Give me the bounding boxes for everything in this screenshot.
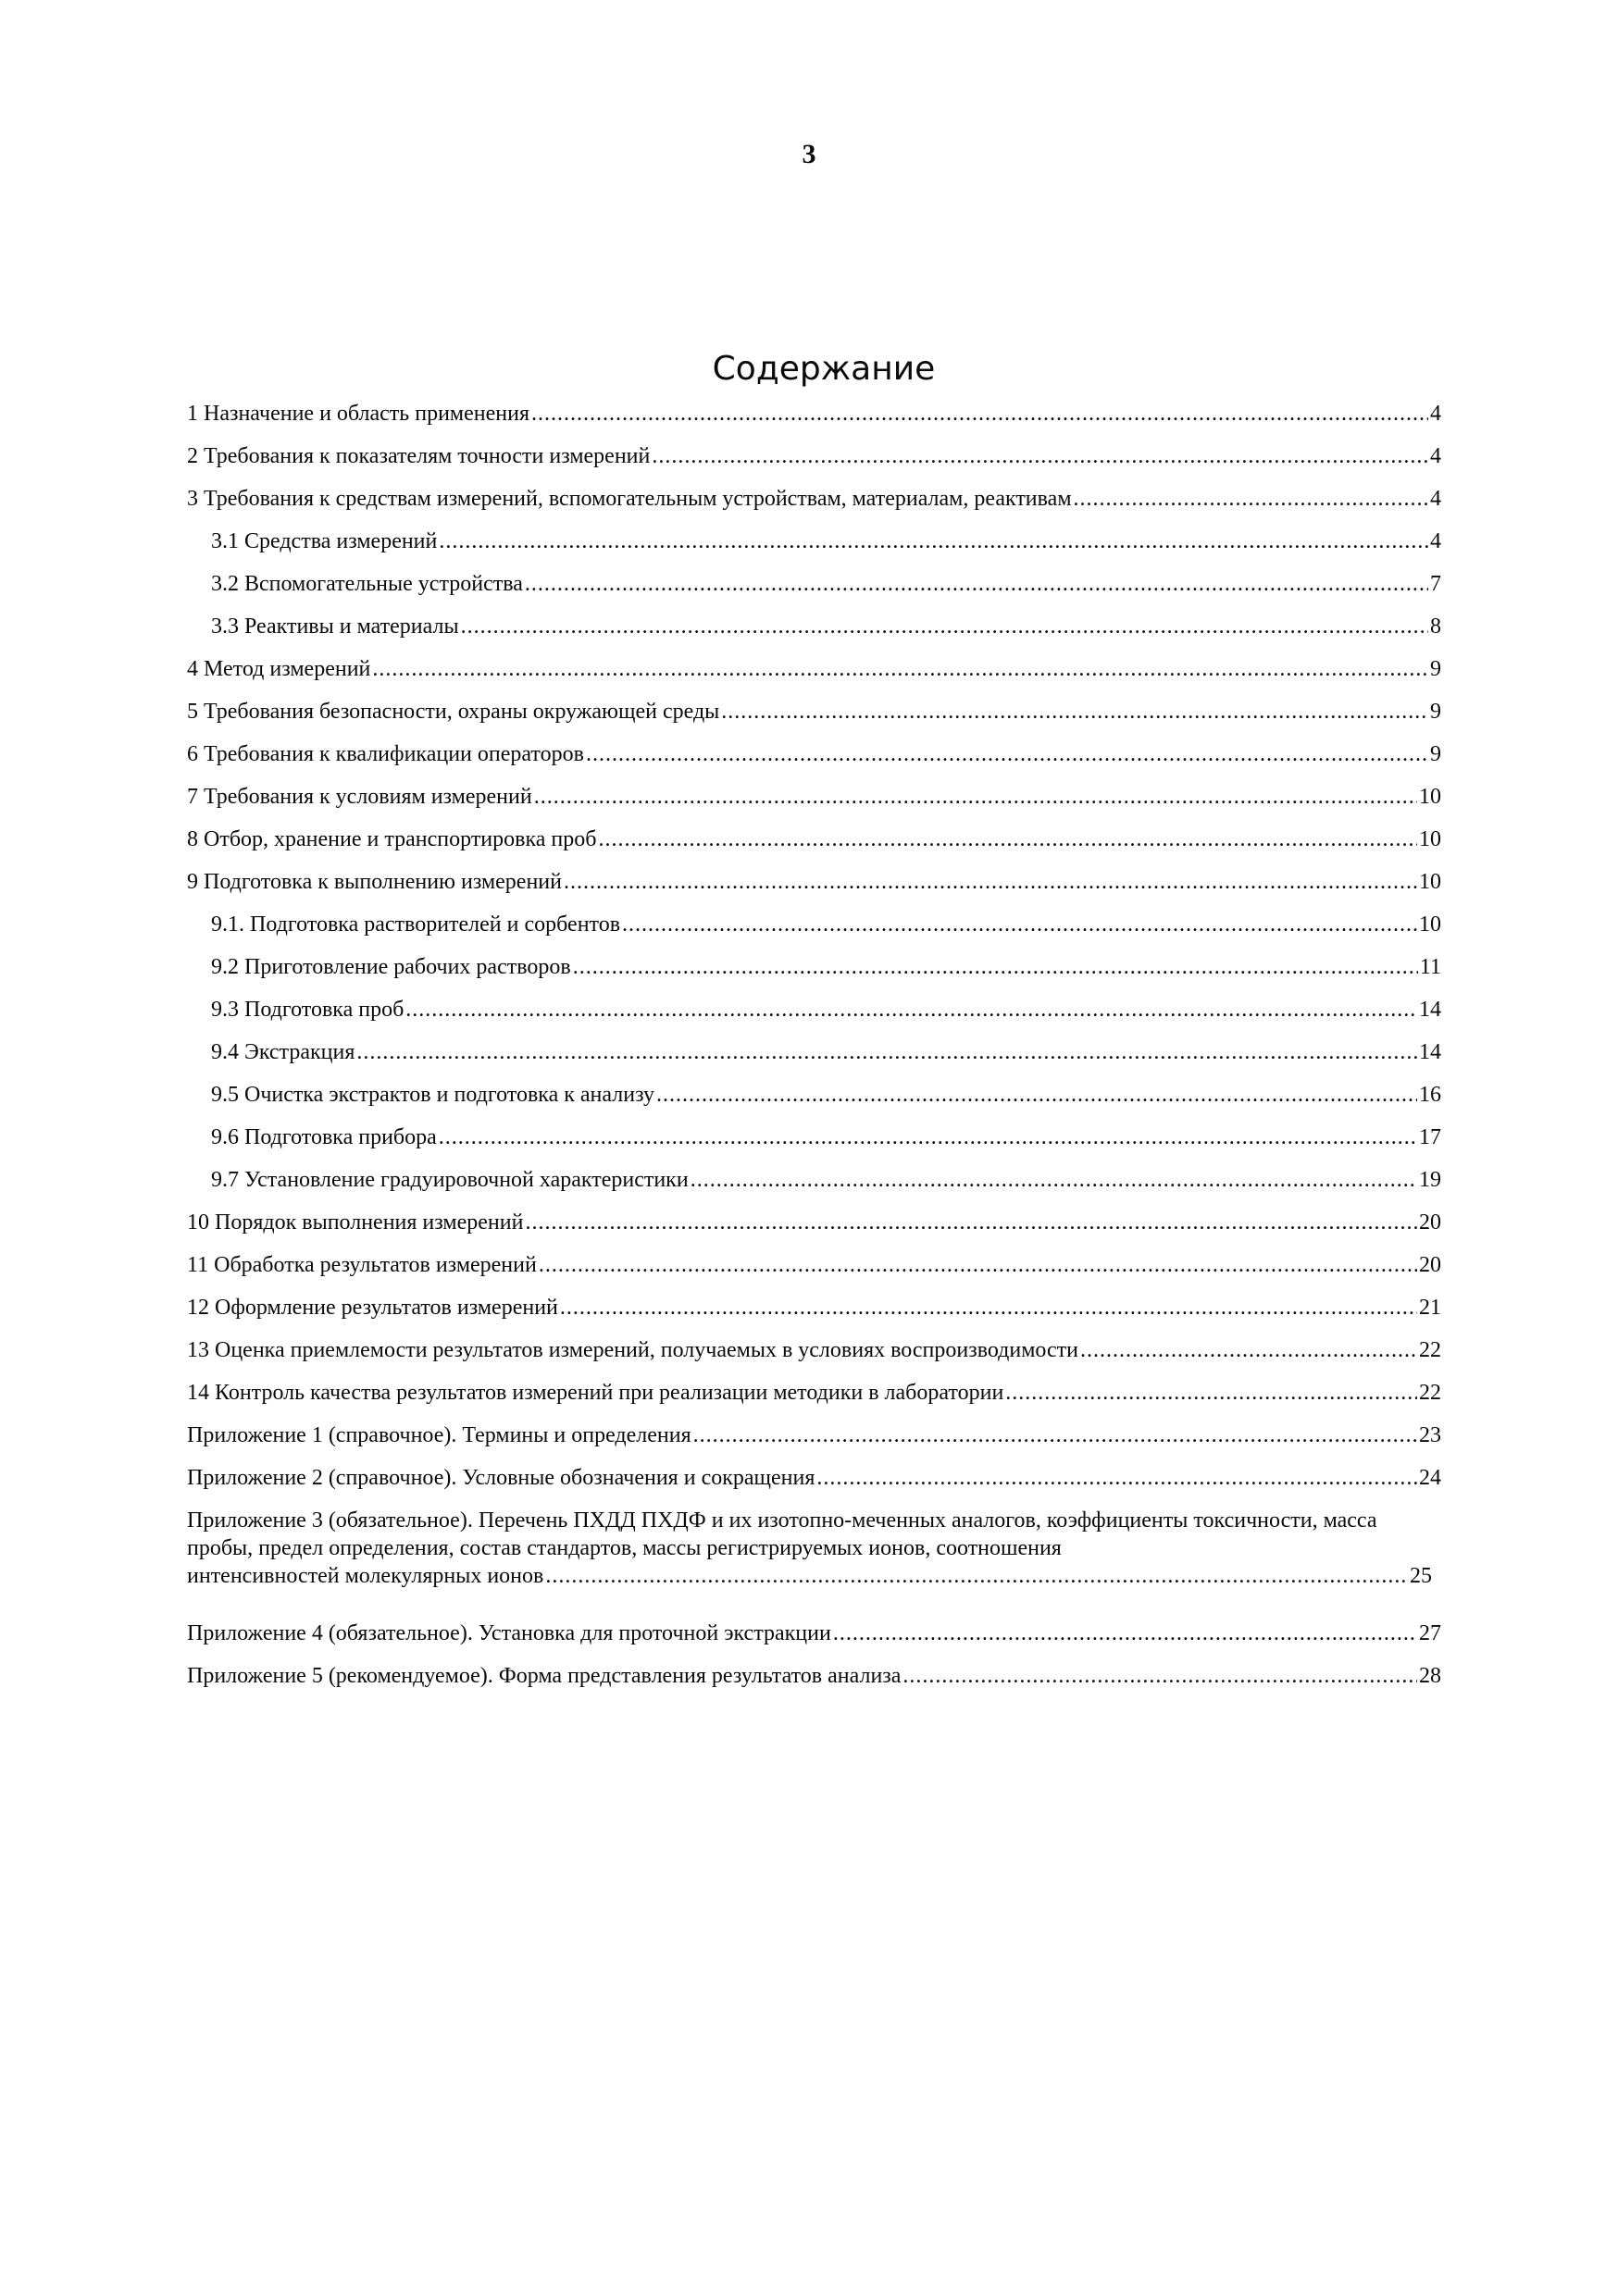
toc-entry-appendix-3[interactable] [187,1507,1432,1590]
dot-leader [622,911,1417,938]
dot-leader [560,1294,1417,1322]
dot-leader [545,1562,1408,1590]
toc-entry-page: 21 [1419,1296,1441,1320]
toc-entry-label: 3.1 Средства измерений [211,529,438,553]
dot-leader [525,570,1428,598]
dot-leader [902,1662,1417,1690]
toc-entry-label: 3 Требования к средствам измерений, вспомогательным устройствам, материалам, реактивам [187,487,1072,511]
dot-leader [1074,485,1429,513]
toc-entry-label: 4 Метод измерений [187,657,371,681]
toc-entry[interactable] [211,1081,1441,1109]
toc-entry-page: 25 [1410,1564,1432,1588]
toc-entry[interactable] [211,996,1441,1024]
toc-entry-page: 20 [1419,1210,1441,1235]
toc-entry-label: 12 Оформление результатов измерений [187,1296,558,1320]
toc-entry[interactable] [187,783,1441,811]
dot-leader [573,953,1418,981]
dot-leader [439,527,1428,555]
toc-entry-label: 3.2 Вспомогательные устройства [211,572,523,596]
toc-entry-label: 9.1. Подготовка растворителей и сорбентов [211,912,621,937]
toc-entry-page: 24 [1419,1466,1441,1490]
toc-entry[interactable] [187,1336,1441,1364]
dot-leader [534,783,1417,811]
toc-entry-label: 9.7 Установление градуировочной характеристики [211,1168,689,1192]
toc-entry-label: 9.6 Подготовка прибора [211,1125,437,1149]
toc-entry[interactable] [187,1251,1441,1279]
toc-entry[interactable] [187,442,1441,470]
toc-entry[interactable] [187,1464,1441,1492]
toc-entry[interactable] [187,1620,1441,1647]
dot-leader [721,698,1428,726]
toc-entry-page: 4 [1430,402,1441,426]
page-number: 3 [802,139,816,169]
toc-entry-page: 9 [1430,657,1441,681]
toc-entry-label: 5 Требования безопасности, охраны окружающей среды [187,700,720,724]
toc-entry-page: 10 [1419,827,1441,851]
toc-entry-page: 20 [1419,1253,1441,1277]
toc-entry-page: 4 [1430,487,1441,511]
toc-entry[interactable] [187,1209,1441,1236]
toc-entry-page: 22 [1419,1381,1441,1405]
toc-entry-label: 9.5 Очистка экстрактов и подготовка к анализу [211,1083,655,1107]
toc-entry[interactable] [211,1038,1441,1066]
toc-entry[interactable] [187,1379,1441,1407]
toc-entry-page: 28 [1419,1664,1441,1688]
toc-entry-label: 13 Оценка приемлемости результатов измерений, получаемых в условиях воспроизводимости [187,1338,1078,1362]
toc-entry-label: Приложение 4 (обязательное). Установка для проточной экстракции [187,1621,831,1645]
toc-entry-label: 7 Требования к условиям измерений [187,785,532,809]
dot-leader [564,868,1417,896]
dot-leader [816,1464,1417,1492]
toc-entry[interactable] [211,953,1441,981]
dot-leader [539,1251,1417,1279]
toc-entry[interactable] [187,868,1441,896]
dot-leader [586,740,1428,768]
toc-entry-page: 9 [1430,700,1441,724]
toc-entry-label: Приложение 5 (рекомендуемое). Форма представления результатов анализа [187,1664,902,1688]
dot-leader [531,400,1428,428]
dot-leader [599,825,1418,853]
toc-entry-page: 8 [1430,614,1441,639]
dot-leader [356,1038,1417,1066]
dot-leader [372,655,1428,683]
dot-leader [525,1209,1417,1236]
toc-entry-page: 10 [1419,870,1441,894]
toc-entry-label: 9.3 Подготовка проб [211,998,404,1022]
toc-entry[interactable] [211,911,1441,938]
toc-entry-label: 2 Требования к показателям точности измерений [187,444,651,468]
dot-leader [439,1123,1417,1151]
toc-entry-page: 17 [1419,1125,1441,1149]
toc-entry[interactable] [187,400,1441,428]
dot-leader [405,996,1417,1024]
toc-entry[interactable] [187,1294,1441,1322]
toc-entry[interactable] [187,825,1441,853]
toc-entry-label: 9.4 Экстракция [211,1040,355,1064]
toc-entry-page: 10 [1419,912,1441,937]
toc-entry-label: Приложение 2 (справочное). Условные обозначения и сокращения [187,1466,815,1490]
toc-entry[interactable] [187,655,1441,683]
toc-entry-page: 4 [1430,444,1441,468]
toc-entry-label: 1 Назначение и область применения [187,402,529,426]
toc-entry-label: 3.3 Реактивы и материалы [211,614,459,639]
toc-entry[interactable] [211,1123,1441,1151]
toc-entry-page: 9 [1430,742,1441,766]
dot-leader [1005,1379,1417,1407]
toc-entry[interactable] [187,1421,1441,1449]
dot-leader [461,613,1428,640]
toc-entry-page: 4 [1430,529,1441,553]
toc-entry-page: 7 [1430,572,1441,596]
toc-entry-label: 14 Контроль качества результатов измерений при реализации методики в лаборатории [187,1381,1004,1405]
toc-entry-label: 8 Отбор, хранение и транспортировка проб [187,827,597,851]
toc-title: Содержание [712,350,936,388]
toc-entry-label: 10 Порядок выполнения измерений [187,1210,524,1235]
toc-entry-page: 27 [1419,1621,1441,1645]
toc-entry[interactable] [187,698,1441,726]
toc-entry[interactable] [187,740,1441,768]
dot-leader [691,1166,1417,1194]
toc-entry-label: Приложение 3 (обязательное). Перечень ПХДД ПХДФ и их изотопно-меченных аналогов, коэффициенты токсичности, масса пробы, предел определения, состав стандартов, массы регистрируемых ионов, соотношения [187,1508,1377,1560]
toc-entry[interactable] [211,613,1441,640]
toc-entry-label-continuation: интенсивностей молекулярных ионов [187,1564,544,1588]
toc-entry-page: 14 [1419,998,1441,1022]
toc-entry[interactable] [187,1662,1441,1690]
toc-entry[interactable] [211,570,1441,598]
toc-entry-label: Приложение 1 (справочное). Термины и определения [187,1423,691,1447]
toc-entry[interactable] [187,485,1441,513]
toc-entry-page: 16 [1419,1083,1441,1107]
dot-leader [1080,1336,1417,1364]
toc-entry[interactable] [211,1166,1441,1194]
toc-entry-page: 10 [1419,785,1441,809]
dot-leader [652,442,1428,470]
toc-entry-label: 9.2 Приготовление рабочих растворов [211,955,571,979]
toc-entry-label: 11 Обработка результатов измерений [187,1253,537,1277]
dot-leader [693,1421,1417,1449]
toc-entry-label: 6 Требования к квалификации операторов [187,742,584,766]
toc-entry-label: 9 Подготовка к выполнению измерений [187,870,562,894]
toc-entry-page: 22 [1419,1338,1441,1362]
toc-entry-page: 11 [1419,955,1441,979]
toc-entry[interactable] [211,527,1441,555]
dot-leader [833,1620,1417,1647]
toc-entry-page: 19 [1419,1168,1441,1192]
dot-leader [656,1081,1417,1109]
toc-entry-page: 23 [1419,1423,1441,1447]
toc-entry-page: 14 [1419,1040,1441,1064]
